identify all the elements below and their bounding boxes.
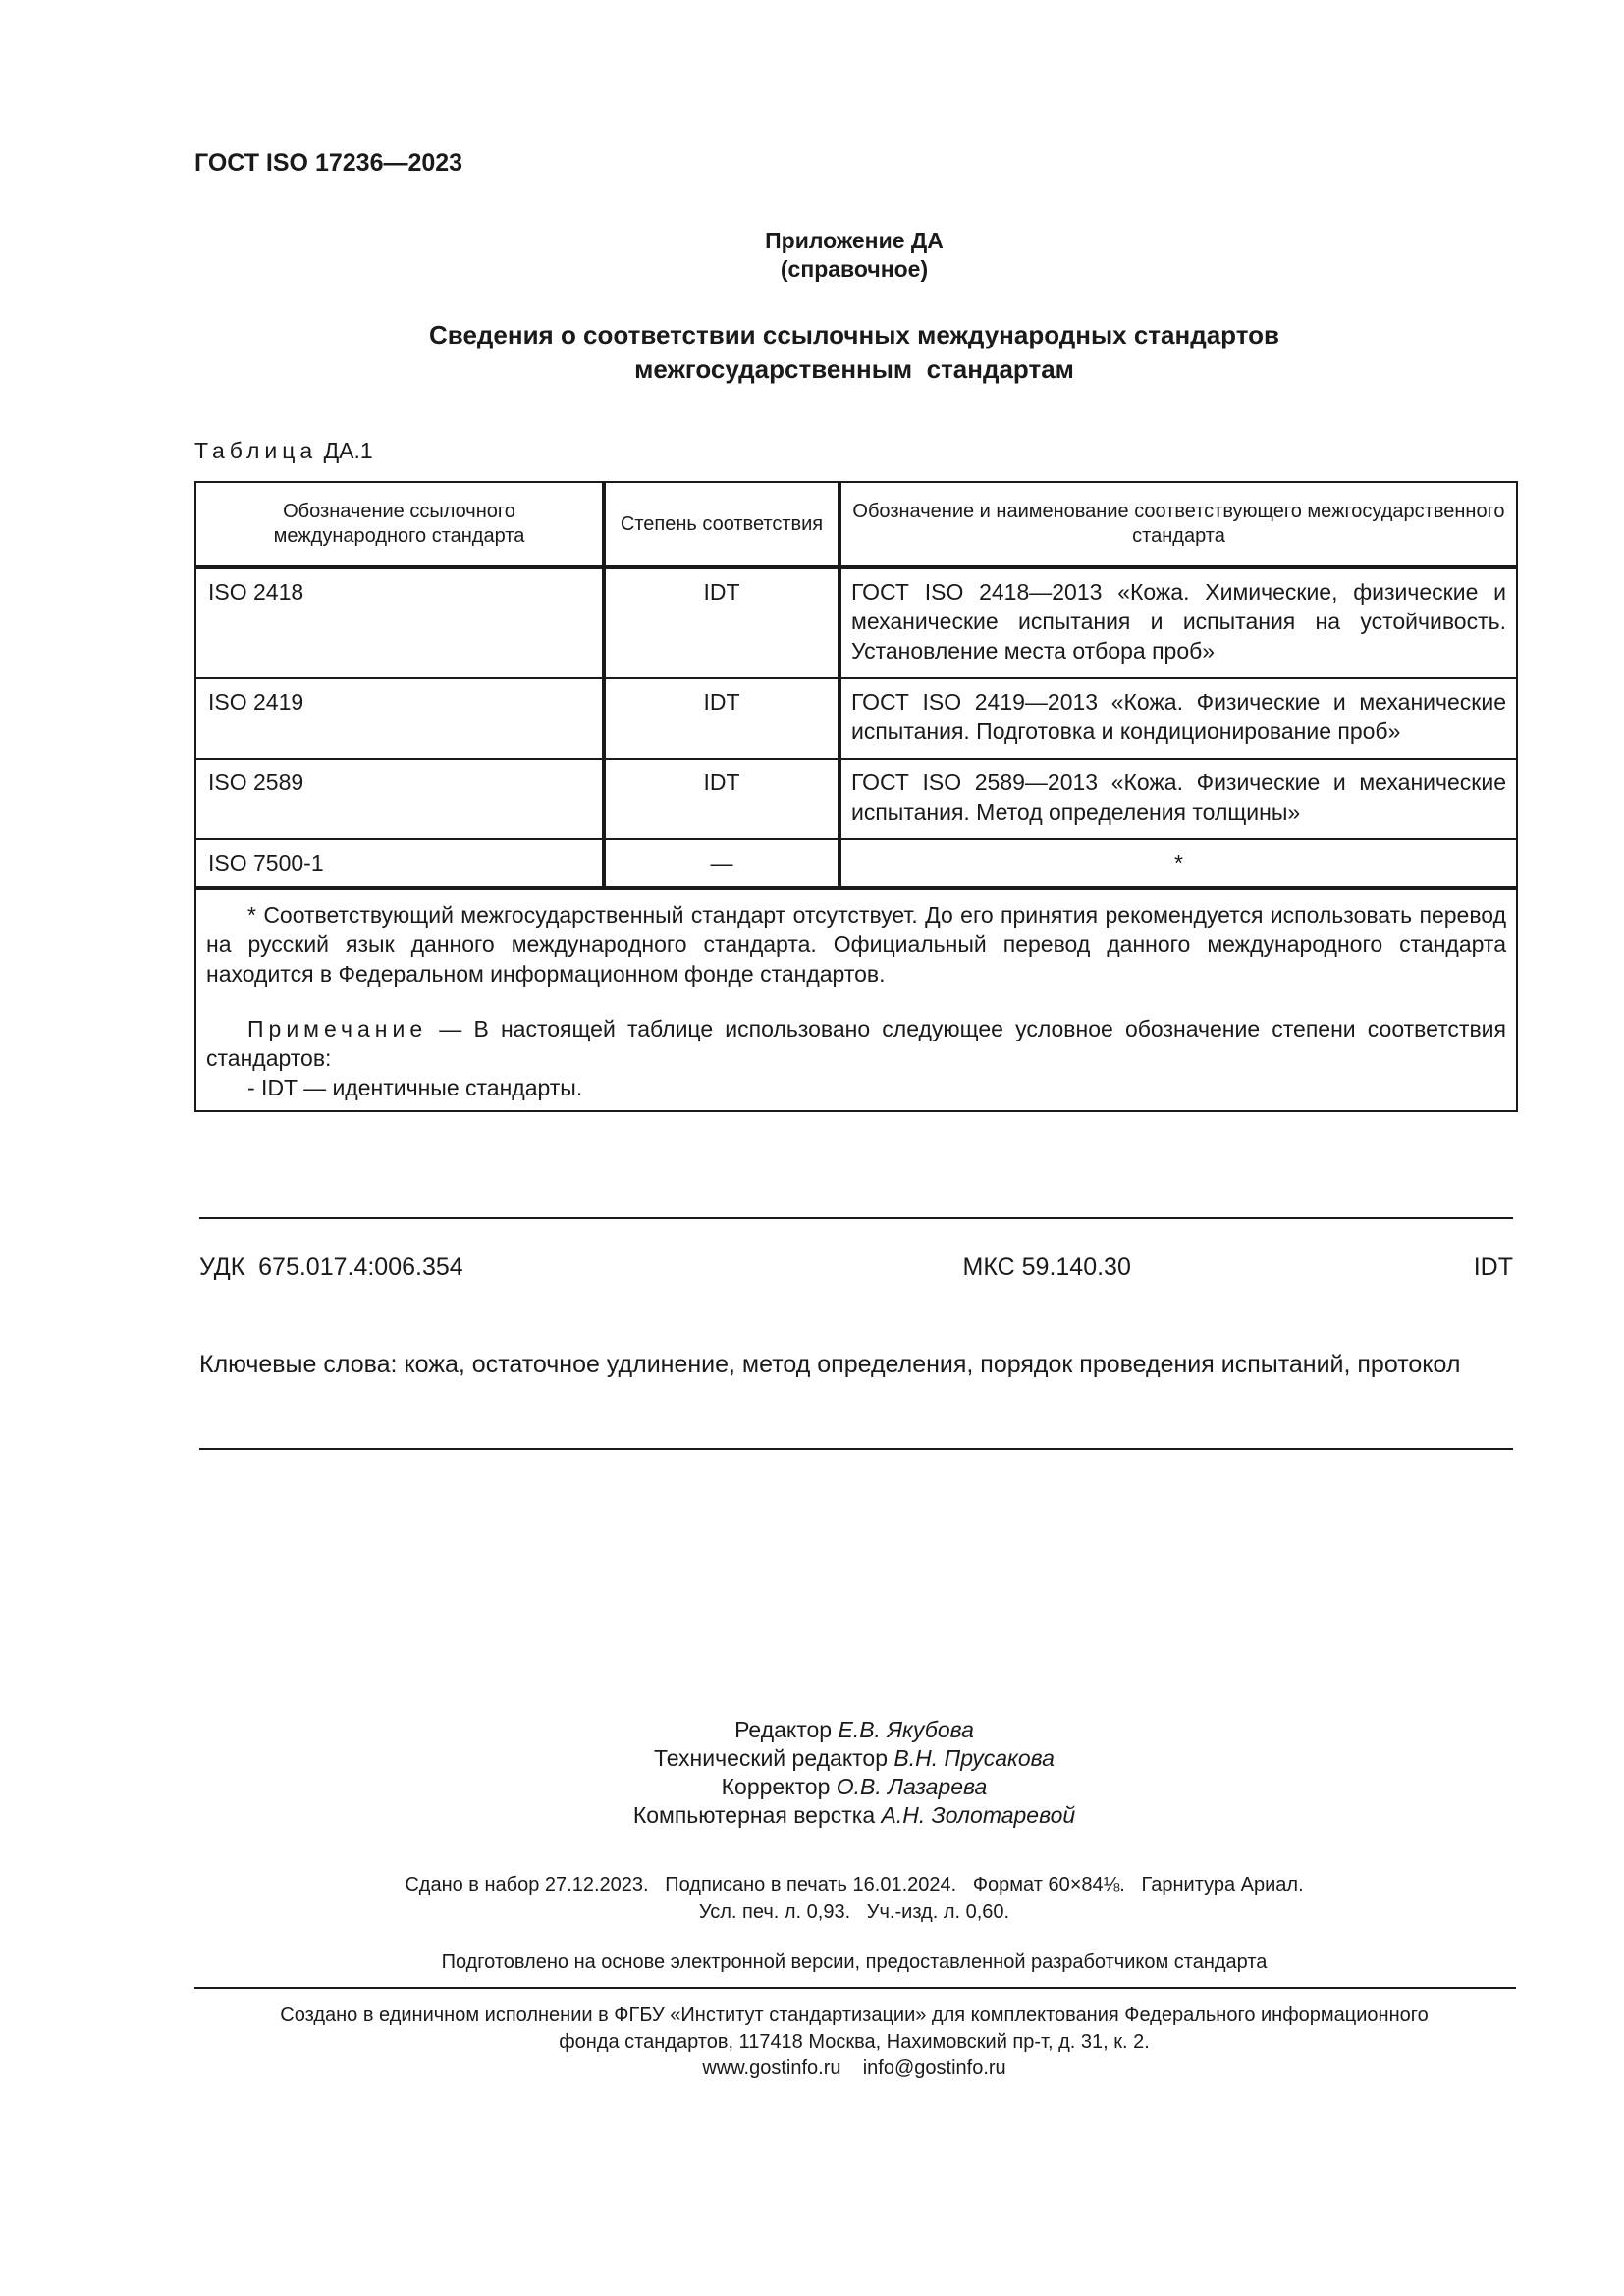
cell-reference: ISO 7500-1 [195,839,604,888]
note-list-item: - IDT — идентичные стандарты. [247,1075,583,1100]
cell-degree: — [604,839,839,888]
table-notes [195,888,1517,1111]
document-code: ГОСТ ISO 17236—2023 [194,149,463,177]
imprint-line-1: Сдано в набор 27.12.2023. Подписано в печать 16.01.2024. Формат 60×84⅛. Гарнитура Ариал. [405,1874,1304,1896]
table-note [206,1014,1506,1073]
table-row [195,678,1517,759]
heading-line-2: межгосударственным стандартам [634,354,1074,384]
cell-interstate-standard: ГОСТ ISO 2418—2013 «Кожа. Химические, физические и механические испытания и испытания на устойчивость. Установление места отбора проб» [839,567,1517,678]
credit-layout: Компьютерная верстка А.Н. Золотаревой [632,1802,1076,1828]
table-footnote: * Соответствующий межгосударственный стандарт отсутствует. До его принятия рекомендуется использовать перевод на русский язык данного международного стандарта. Официальный перевод данного международного стандарта находится в Федеральном информационном фонде стандартов. [206,902,1506,987]
editorial-credits [0,1716,1624,1830]
table-row [195,567,1517,678]
publisher-line-2: фонда стандартов, 117418 Москва, Нахимовский пр-т, д. 31, к. 2. [559,2031,1150,2053]
appendix-label: Приложение ДА [765,228,944,253]
table-caption-word: Таблица [194,438,318,463]
note-label: Примечание [247,1016,428,1041]
table-row [195,759,1517,839]
appendix-title [0,227,1624,284]
credit-editor: Редактор Е.В. Якубова [734,1717,974,1742]
cell-interstate-standard: * [839,839,1517,888]
cell-reference: ISO 2589 [195,759,604,839]
cell-reference: ISO 2418 [195,567,604,678]
cell-reference: ISO 2419 [195,678,604,759]
table-header-row [195,482,1517,567]
print-imprint [0,1871,1624,1926]
publisher-line-1: Создано в единичном исполнении в ФГБУ «Институт стандартизации» для комплектования Федерального информационного [280,2004,1429,2026]
publisher-contacts: www.gostinfo.ru info@gostinfo.ru [702,2057,1006,2079]
cell-degree: IDT [604,567,839,678]
cell-degree: IDT [604,759,839,839]
publisher-info [0,2002,1624,2082]
cell-interstate-standard: ГОСТ ISO 2589—2013 «Кожа. Физические и механические испытания. Метод определения толщины» [839,759,1517,839]
table-row [195,839,1517,888]
classification-row [199,1254,1513,1282]
divider-top [199,1217,1513,1219]
column-header-interstate: Обозначение и наименование соответствующего межгосударственного стандарта [839,482,1517,567]
mks-code: МКС 59.140.30 [962,1254,1131,1281]
appendix-type: (справочное) [780,256,929,282]
table-caption-number: ДА.1 [323,438,373,463]
cell-degree: IDT [604,678,839,759]
imprint-line-2: Усл. печ. л. 0,93. Уч.-изд. л. 0,60. [698,1901,1010,1923]
credit-proofreader: Корректор О.В. Лазарева [721,1774,988,1799]
udk-code: УДК 675.017.4:006.354 [199,1254,463,1281]
standards-correspondence-table [194,481,1518,1112]
table-notes-row [195,888,1517,1111]
publisher-divider [194,1987,1516,1989]
section-heading [0,318,1624,387]
cell-interstate-standard: ГОСТ ISO 2419—2013 «Кожа. Физические и механические испытания. Подготовка и кондиционирование проб» [839,678,1517,759]
degree-code: IDT [1473,1254,1513,1281]
keywords: Ключевые слова: кожа, остаточное удлинение, метод определения, порядок проведения испытаний, протокол [199,1351,1461,1378]
prepared-note: Подготовлено на основе электронной версии, предоставленной разработчиком стандарта [441,1951,1268,1973]
table-caption [194,438,373,464]
column-header-reference: Обозначение ссылочного международного стандарта [195,482,604,567]
note-text: — В настоящей таблице использовано следующее условное обозначение степени соответствия стандартов: [206,1016,1506,1071]
divider-bottom [199,1448,1513,1450]
heading-line-1: Сведения о соответствии ссылочных международных стандартов [429,320,1279,349]
column-header-degree: Степень соответствия [604,482,839,567]
credit-technical-editor: Технический редактор В.Н. Прусакова [654,1745,1055,1771]
